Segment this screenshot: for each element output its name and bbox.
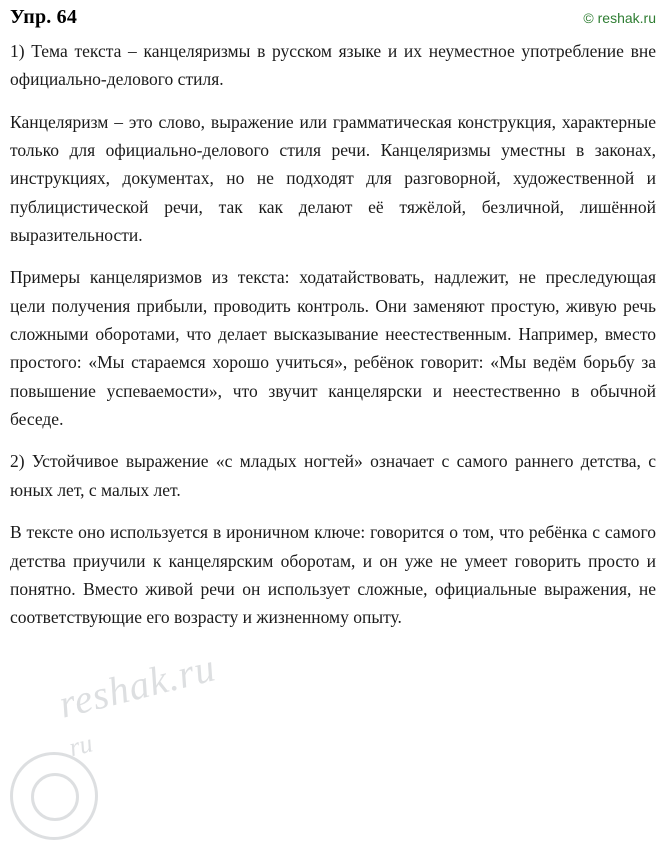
answer-paragraph-3: Примеры канцеляризмов из текста: ходатайствовать, надлежит, не преследующая цели получения прибыли, проводить контроль. Они заменяют простую, живую речь сложными оборотами, что делает высказывание неестественным. Например, вместо простого: «Мы стараемся хорошо учиться», ребёнок говорит: «Мы ведём борьбу за повышение успеваемости», что звучит канцелярски и неестественно в обычной беседе. xyxy=(10,267,656,430)
watermark-circle-icon xyxy=(10,752,98,840)
watermark-text: reshak.ru xyxy=(54,644,221,727)
copyright-label: © reshak.ru xyxy=(583,10,656,26)
answer-paragraph-2: Канцеляризм – это слово, выражение или грамматическая конструкция, характерные только для официально-делового стиля речи. Канцеляризмы уместны в законах, инструкциях, документах, но не подходят для разговорной, художественной и публицистической речи, так как делают её тяжёлой, безличной, лишённой выразительности. xyxy=(10,111,656,246)
answer-paragraph-1: 1) Тема текста – канцеляризмы в русском языке и их неуместное употребление вне официально-делового стиля. xyxy=(10,41,656,90)
watermark-subtext: ru xyxy=(66,728,96,763)
page-header xyxy=(10,6,656,29)
answer-paragraph-4: 2) Устойчивое выражение «с младых ногтей» означает с самого раннего детства, с юных лет, с малых лет. xyxy=(10,451,656,500)
answer-paragraph-5: В тексте оно используется в ироничном ключе: говорится о том, что ребёнка с самого детства приучили к канцелярским оборотам, и он уже не умеет говорить просто и понятно. Вместо живой речи он использует сложные, официальные выражения, не соответствующие его возрасту и жизненному опыту. xyxy=(10,522,656,628)
site-watermark xyxy=(8,644,238,840)
answer-body xyxy=(10,37,656,632)
page-title: Упр. 64 xyxy=(10,6,78,28)
